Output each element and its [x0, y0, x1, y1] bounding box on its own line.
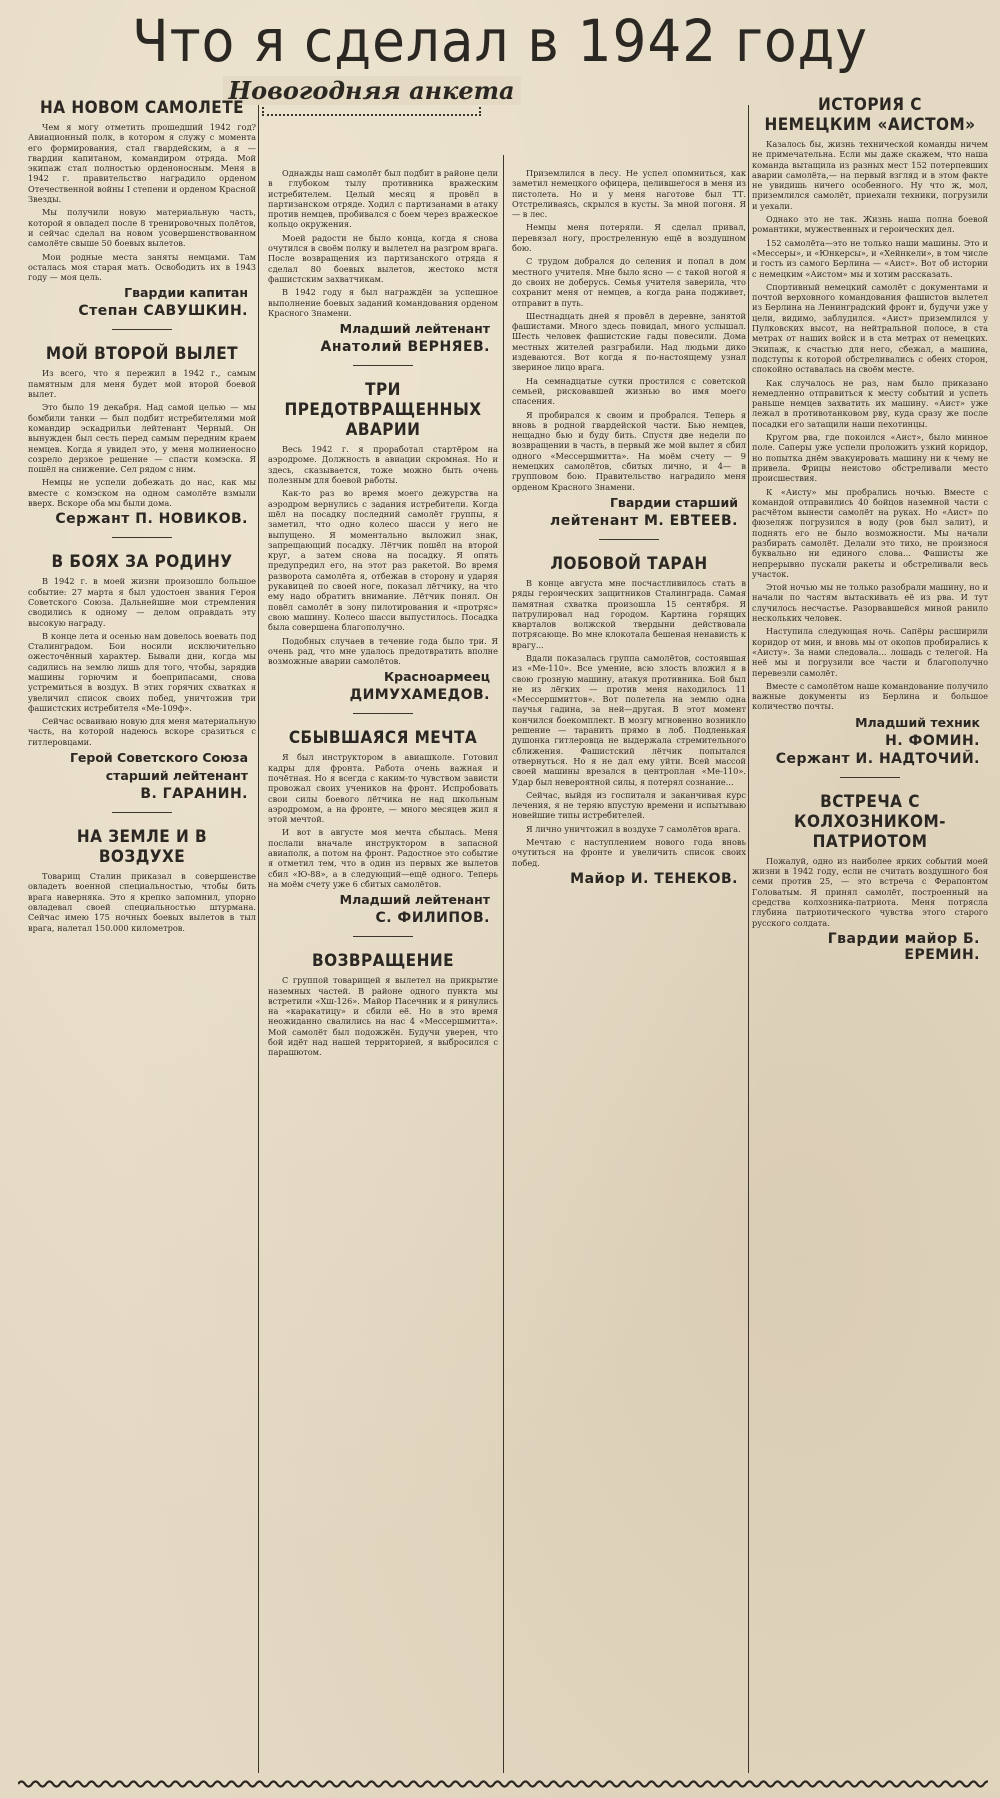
- article-paragraph: Сейчас осваиваю новую для меня материальную часть, на которой надеюсь вскоре сразиться с гитлеровцами.: [28, 716, 256, 747]
- signature-line: Гвардии капитан: [124, 285, 248, 301]
- article: [28, 98, 256, 319]
- banner-label: Новогодняя анкета: [222, 76, 520, 105]
- article-paragraph: Как случалось не раз, нам было приказано немедленно отправиться к месту событий и успеть раньше немцев захватить их машину. «Аист» уже лежал в противотанковом рву, куда сразу же после посадки его затащили наши пехотинцы.: [752, 377, 988, 429]
- article-signature: [268, 910, 490, 926]
- article-signature: [752, 751, 980, 767]
- signature-line: Младший лейтенант: [339, 892, 490, 908]
- article-paragraph: 152 самолёта—это не только наши машины. Это и «Мессеры», и «Юнкерсы», и «Хейнкели», в том числе и гость из самого Берлина — «Аист». Вот об истории с немецким «Аистом» мы и хотим рассказать.: [752, 237, 988, 279]
- signature-line: Сержант П. НОВИКОВ.: [55, 511, 248, 528]
- column-2: [268, 168, 498, 1772]
- article-headline: ВОЗВРАЩЕНИЕ: [311, 951, 455, 972]
- article-paragraph: Приземлился в лесу. Не успел опомниться, как заметил немецкого офицера, целившегося в меня из пистолета. Но и у меня наготове был ТТ. Отстреливаясь, скрылся в кусты. За мной погоня. Я — в лес.: [512, 168, 746, 220]
- signature-line: ДИМУХАМЕДОВ.: [349, 687, 490, 704]
- article: [512, 554, 746, 887]
- article-signature: [268, 321, 490, 337]
- column-3: [512, 168, 746, 1772]
- article: [28, 344, 256, 527]
- column-rule: [503, 155, 504, 1773]
- article-paragraph: Кругом рва, где покоился «Аист», было минное поле. Саперы уже успели проложить узкий коридор, но попытка днём эвакуировать машину ни к чему не привела. Фрицы неистово обстреливали место происшествия.: [752, 432, 988, 484]
- article-signature: [28, 786, 248, 802]
- article-paragraph: В 1942 г. в моей жизни произошло большое событие: 27 марта я был удостоен звания Героя Советского Союза. Дальнейшие мои стремления сводились к одному — делом оправдать эту высокую награду.: [28, 576, 256, 628]
- article-paragraph: Чем я могу отметить прошедший 1942 год? Авиационный полк, в котором я служу с момента его формирования, стал гвардейским, а я — гвардии капитаном, командиром отряда. Мой экипаж стал полностью орденоносным. Меня в 1942 г. правительство наградило орденом Отечественной войны I степени и орденом Красной Звезды.: [28, 122, 256, 205]
- signature-line: Красноармеец: [383, 669, 490, 685]
- article-signature: [512, 871, 738, 887]
- article-signature: [28, 285, 248, 301]
- article-paragraph: С группой товарищей я вылетел на прикрытие наземных частей. В районе одного пункта мы встретили «Хш-126». Майор Пасечник и я ринулись на «каракатицу» и сбили её. Но в это время неожиданно свалились на нас 4 «Мессершмитта». Мой самолёт был подожжён. Будучи уверен, что бой идёт над нашей территорией, я выбросился с парашютом.: [268, 975, 498, 1058]
- article-paragraph: Вдали показалась группа самолётов, состоявшая из «Ме-110». Все умение, всю злость вложил я в свою грозную машину, атакуя противника. Бой был не из лёгких — против меня находилось 11 «Мессершмиттов». Вот полетела на землю одна паучья гадина, за ней—другая. В этот момент кончился боекомплект. В мозгу мгновенно возникло решение — таранить прямо в лоб. Подленькая душонка гитлеровца не выдержала стремительного сближения. Фашистский лётчик попытался отвернуться. Но я не дал ему уйти. Всей массой своей машины врезался в центроплан «Ме-110». Удар был невероятной силы, я потерял сознание...: [512, 652, 746, 787]
- separator: [353, 936, 413, 937]
- section-banner: [228, 76, 515, 116]
- article-signature: [28, 303, 248, 319]
- article: [268, 728, 498, 926]
- article-continuation: [512, 168, 746, 529]
- article-paragraph: Мои родные места заняты немцами. Там осталась моя старая мать. Освободить их в 1943 году — моя цель.: [28, 251, 256, 283]
- article-paragraph: Весь 1942 г. я проработал стартёром на аэродроме. Должность в авиации скромная. Но и здесь, сказывается, тоже можно быть очень полезным для боевой работы.: [268, 444, 498, 486]
- article: [28, 827, 256, 933]
- article-headline: НА ЗЕМЛЕ И В ВОЗДУХЕ: [76, 827, 208, 868]
- signature-line: В. ГАРАНИН.: [140, 786, 248, 803]
- article-signature: [268, 892, 490, 908]
- article-paragraph: Товарищ Сталин приказал в совершенстве овладеть военной специальностью, чтобы бить врага наверняка. Это я крепко запомнил, упорно овладевал своей специальностью штурмана. Сейчас имею 175 ночных боевых вылетов в тыл врага, налетал 150.000 километров.: [28, 871, 256, 933]
- article-paragraph: Этой ночью мы не только разобрали машину, но и начали по частям вытаскивать её из рва. И тут случилось несчастье. Разорвавшейся миной ранило нескольких человек.: [752, 582, 988, 624]
- article-paragraph: Моей радости не было конца, когда я снова очутился в своём полку и вылетел на разгром врага. После возвращения из партизанского отряда я сделал 80 боевых вылетов, жестоко мстя фашистским захватчикам.: [268, 232, 498, 284]
- article-paragraph: В конце лета и осенью нам довелось воевать под Сталинградом. Бои носили исключительно ожесточённый характер. Бывали дни, когда мы садились на землю лишь для того, чтобы, зарядив машины горючим и боеприпасами, снова устремиться в воздух. В этих горячих схватках я увеличил список своих побед, уничтожив три фашистских истребителя «Ме-109ф».: [28, 630, 256, 713]
- article-paragraph: В конце августа мне посчастливилось стать в ряды героических защитников Сталинграда. Самая памятная схватка произошла 15 сентября. Я патрулировал над городом. Картина горящих кварталов волжской твердыни действовала потрясающе. Во мне клокотала бешеная ненависть к врагу...: [512, 577, 746, 650]
- article-paragraph: Сейчас, выйдя из госпиталя и заканчивая курс лечения, я не теряю впустую времени и испытываю новейшие типы истребителей.: [512, 789, 746, 821]
- article-paragraph: В 1942 году я был награждён за успешное выполнение боевых заданий командования орденом Красного Знамени.: [268, 287, 498, 318]
- article-signature: [752, 931, 980, 963]
- signature-line: Н. ФОМИН.: [885, 732, 980, 749]
- article-signature: [512, 495, 738, 511]
- article: [28, 552, 256, 802]
- article-paragraph: Немцы не успели добежать до нас, как мы вместе с комэском на одном самолёте взмыли вверх. Вскоре оба мы были дома.: [28, 477, 256, 509]
- article: [268, 951, 498, 1057]
- column-4: [752, 95, 988, 1772]
- signature-line: С. ФИЛИПОВ.: [375, 910, 490, 927]
- article-headline: ВСТРЕЧА С КОЛХОЗНИКОМ-ПАТРИОТОМ: [793, 791, 946, 852]
- article: [268, 380, 498, 703]
- article-paragraph: Мы получили новую материальную часть, которой я овладел после 8 тренировочных полётов, и сейчас сделал на новом усовершенствованном самолёте свыше 50 боевых вылетов.: [28, 207, 256, 249]
- separator: [599, 539, 659, 540]
- article-headline: МОЙ ВТОРОЙ ВЫЛЕТ: [45, 344, 239, 365]
- article-paragraph: На семнадцатые сутки простился с советской семьей, рисковавшей жизнью во имя моего спасения.: [512, 375, 746, 407]
- signature-line: Герой Советского Союза: [69, 750, 248, 766]
- column-rule: [258, 105, 259, 1773]
- separator: [353, 365, 413, 366]
- signature-line: старший лейтенант: [105, 768, 248, 784]
- article-paragraph: Я лично уничтожил в воздухе 7 самолётов врага.: [526, 823, 741, 834]
- article-paragraph: Я был инструктором в авиашколе. Готовил кадры для фронта. Работа очень важная и почётная. Но я всегда с каким-то чувством зависти провожал своих учеников на фронт. Испробовать свои силы боевого лётчика не над школьным аэродромом, а на фронте, — много месяцев жил я этой мечтой.: [268, 752, 498, 825]
- separator: [112, 329, 172, 330]
- article-paragraph: Немцы меня потеряли. Я сделал привал, перевязал ногу, простреленную ещё в воздушном бою.: [512, 222, 746, 254]
- article-paragraph: С трудом добрался до селения и попал в дом местного учителя. Мне было ясно — с такой ногой я до своих не доберусь. Семья учителя заверила, что сохранит меня от немцев, а когда рана подживет, отправит в путь.: [512, 256, 746, 308]
- article-paragraph: К «Аисту» мы пробрались ночью. Вместе с командой отправились 40 бойцов наземной части с расчётом вынести самолёт на руках. Но «Аист» по фюзеляж погрузился в воду (ров был залит), и поднять его не было возможности. Мы начали разбирать самолёт. Делали это тихо, не произнося буквально ни единого слова... Фашисты же непрерывно пускали ракеты и обстреливали весь участок.: [752, 486, 988, 579]
- signature-line: Анатолий ВЕРНЯЕВ.: [320, 339, 490, 356]
- separator: [840, 777, 900, 778]
- signature-line: Гвардии майор Б. ЕРЕМИН.: [827, 930, 980, 963]
- signature-line: Степан САВУШКИН.: [78, 303, 248, 320]
- signature-line: Гвардии старший: [609, 494, 738, 510]
- article-paragraph: Это было 19 декабря. Над самой целью — мы бомбили танки — был подбит истребителями мой командир эскадрильи лейтенант Черный. Он вынужден был сесть перед самым передним краем немцев. Когда я увидел это, у меня молниеносно созрело дерзкое решение — спасти комэска. Я пошёл на снижение. Сел рядом с ним.: [28, 402, 256, 475]
- article-signature: [28, 511, 248, 527]
- article-signature: [28, 750, 248, 766]
- article-signature: [28, 768, 248, 784]
- separator: [353, 713, 413, 714]
- separator: [112, 812, 172, 813]
- signature-line: Младший техник: [855, 714, 980, 730]
- signature-line: Майор И. ТЕНЕКОВ.: [570, 870, 738, 887]
- bottom-wavy-rule: [18, 1778, 988, 1790]
- article-headline: ЛОБОВОЙ ТАРАН: [550, 553, 708, 574]
- article-paragraph: Шестнадцать дней я провёл в деревне, занятой фашистами. Много здесь повидал, много услышал. Шесть человек фашистские гады повесили. Дома местных жителей разграбили. Над людьми дико издеваются. Вот когда я по-настоящему узнал звериное лицо врага.: [512, 310, 746, 373]
- article-signature: [268, 687, 490, 703]
- article-paragraph: Подобных случаев в течение года было три. Я очень рад, что мне удалось предотвратить вполне возможные аварии самолётов.: [268, 635, 498, 667]
- article-signature: [268, 339, 490, 355]
- signature-line: Сержант И. НАДТОЧИЙ.: [775, 750, 980, 767]
- article-signature: [512, 513, 738, 529]
- signature-line: Младший лейтенант: [339, 321, 490, 337]
- article-paragraph: Я пробирался к своим и пробрался. Теперь я вновь в родной гвардейской части. Бью немцев, нещадно бью и буду бить. Спустя две недели по возвращении в часть, в первый же мой вылет я сбил одного «Мессершмитта». На моём счету — 9 немецких самолётов, сбитых лично, и 4— в групповом бою. Правительство наградило меня орденом Красного Знамени.: [512, 409, 746, 492]
- article-headline: ИСТОРИЯ С НЕМЕЦКИМ «АИСТОМ»: [764, 95, 976, 135]
- article: [752, 792, 988, 963]
- article-headline: СБЫВШАЯСЯ МЕЧТА: [288, 728, 478, 749]
- column-rule: [748, 105, 749, 1773]
- article-paragraph: Казалось бы, жизнь технической команды ничем не примечательна. Если мы даже скажем, что наша команда вытащила из разных мест 152 потерпевших аварии самолёта,— на первый взгляд и в этом факте не увидишь ничего особенного. Ну что ж, мол, приземлился самолёт, приехали техники, погрузили и уехали.: [752, 139, 988, 211]
- article: [752, 95, 988, 767]
- article-headline: НА НОВОМ САМОЛЕТЕ: [39, 98, 244, 118]
- article-signature: [752, 733, 980, 749]
- article-paragraph: Из всего, что я пережил в 1942 г., самым памятным для меня будет мой второй боевой вылет.: [28, 368, 256, 400]
- article-paragraph: Пожалуй, одно из наиболее ярких событий моей жизни в 1942 году, если не считать воздушного боя семи против 25, — это встреча с Ферапонтом Головатым. Я принял самолёт, построенный на средства колхозника-патриота. Меня потрясла глубина патриотического чувства этого старого русского солдата.: [752, 855, 988, 928]
- article-signature: [752, 715, 980, 731]
- article-paragraph: Однако это не так. Жизнь наша полна боевой романтики, мужественных и героических дел.: [752, 214, 988, 235]
- masthead: [0, 0, 1000, 80]
- article-continuation: [268, 168, 498, 355]
- page-title: Что я сделал в 1942 году: [132, 7, 868, 75]
- article-headline: ТРИ ПРЕДОТВРАЩЕННЫХ АВАРИИ: [284, 380, 482, 441]
- article-paragraph: Как-то раз во время моего дежурства на аэродром вернулись с задания истребители. Когда шёл на посадку последний самолёт группы, я заметил, что одно колесо шасси у него не выпущено. Я моментально выложил знак, запрещающий посадку. Лётчик пошёл на второй круг, а затем снова на посадку. Я опять предупредил его, на этот раз ракетой. Во время разворота самолёта я, отбежав в сторону и ударяя рукавицей по своей ноге, показал лётчику, на что ему надо обратить внимание. Лётчик понял. Он повёл самолёт в зону пилотирования и «протряс» свою машину. Колесо шасси выпустилось. Посадка была совершена благополучно.: [268, 488, 498, 633]
- article-paragraph: Вместе с самолётом наше командование получило важные документы из Берлина и большое количество почты.: [752, 680, 988, 712]
- article-paragraph: Мечтаю с наступлением нового года вновь очутиться на фронте и увеличить список своих побед.: [512, 837, 746, 868]
- article-headline: В БОЯХ ЗА РОДИНУ: [51, 552, 233, 573]
- article-paragraph: Наступила следующая ночь. Сапёры расширили коридор от мин, и вновь мы от окопов пробирались к «Аисту». За нами следовала... лошадь с телегой. На неё мы и погрузили все части и благополучно перевезли самолёт.: [752, 626, 988, 678]
- article-signature: [268, 669, 490, 685]
- article-paragraph: Однажды наш самолёт был подбит в районе цели в глубоком тылу противника вражеским истребителем. Целый месяц я провёл в партизанском отряде. Ходил с партизанами в атаку против немцев, пробивался с боем через вражеское кольцо окружения.: [268, 168, 498, 230]
- article-paragraph: И вот в августе моя мечта сбылась. Меня послали вначале инструктором в запасной авиаполк, а потом на фронт. Радостное это событие я отметил тем, что в один из первых же вылетов сбил «Ю-88», а в следующий—ещё одного. Теперь на моём счету уже 6 сбитых самолётов.: [268, 827, 498, 889]
- signature-line: лейтенант М. ЕВТЕЕВ.: [550, 512, 738, 529]
- article-paragraph: Спортивный немецкий самолёт с документами и почтой верховного командования фашистов вылетел из Берлина на Ленинградский фронт и, будучи уже у цели, видимо, заблудился. «Аист» приземлился у Пулковских высот, на нейтральной полосе, в ста метрах от наших войск и в ста метрах от немецких. Экипаж, к счастью для него, сбежал, а машина, подступы к которой обстреливались с обеих сторон, спокойно оставалась на своём месте.: [752, 281, 988, 375]
- separator: [112, 537, 172, 538]
- column-1: [28, 98, 256, 1772]
